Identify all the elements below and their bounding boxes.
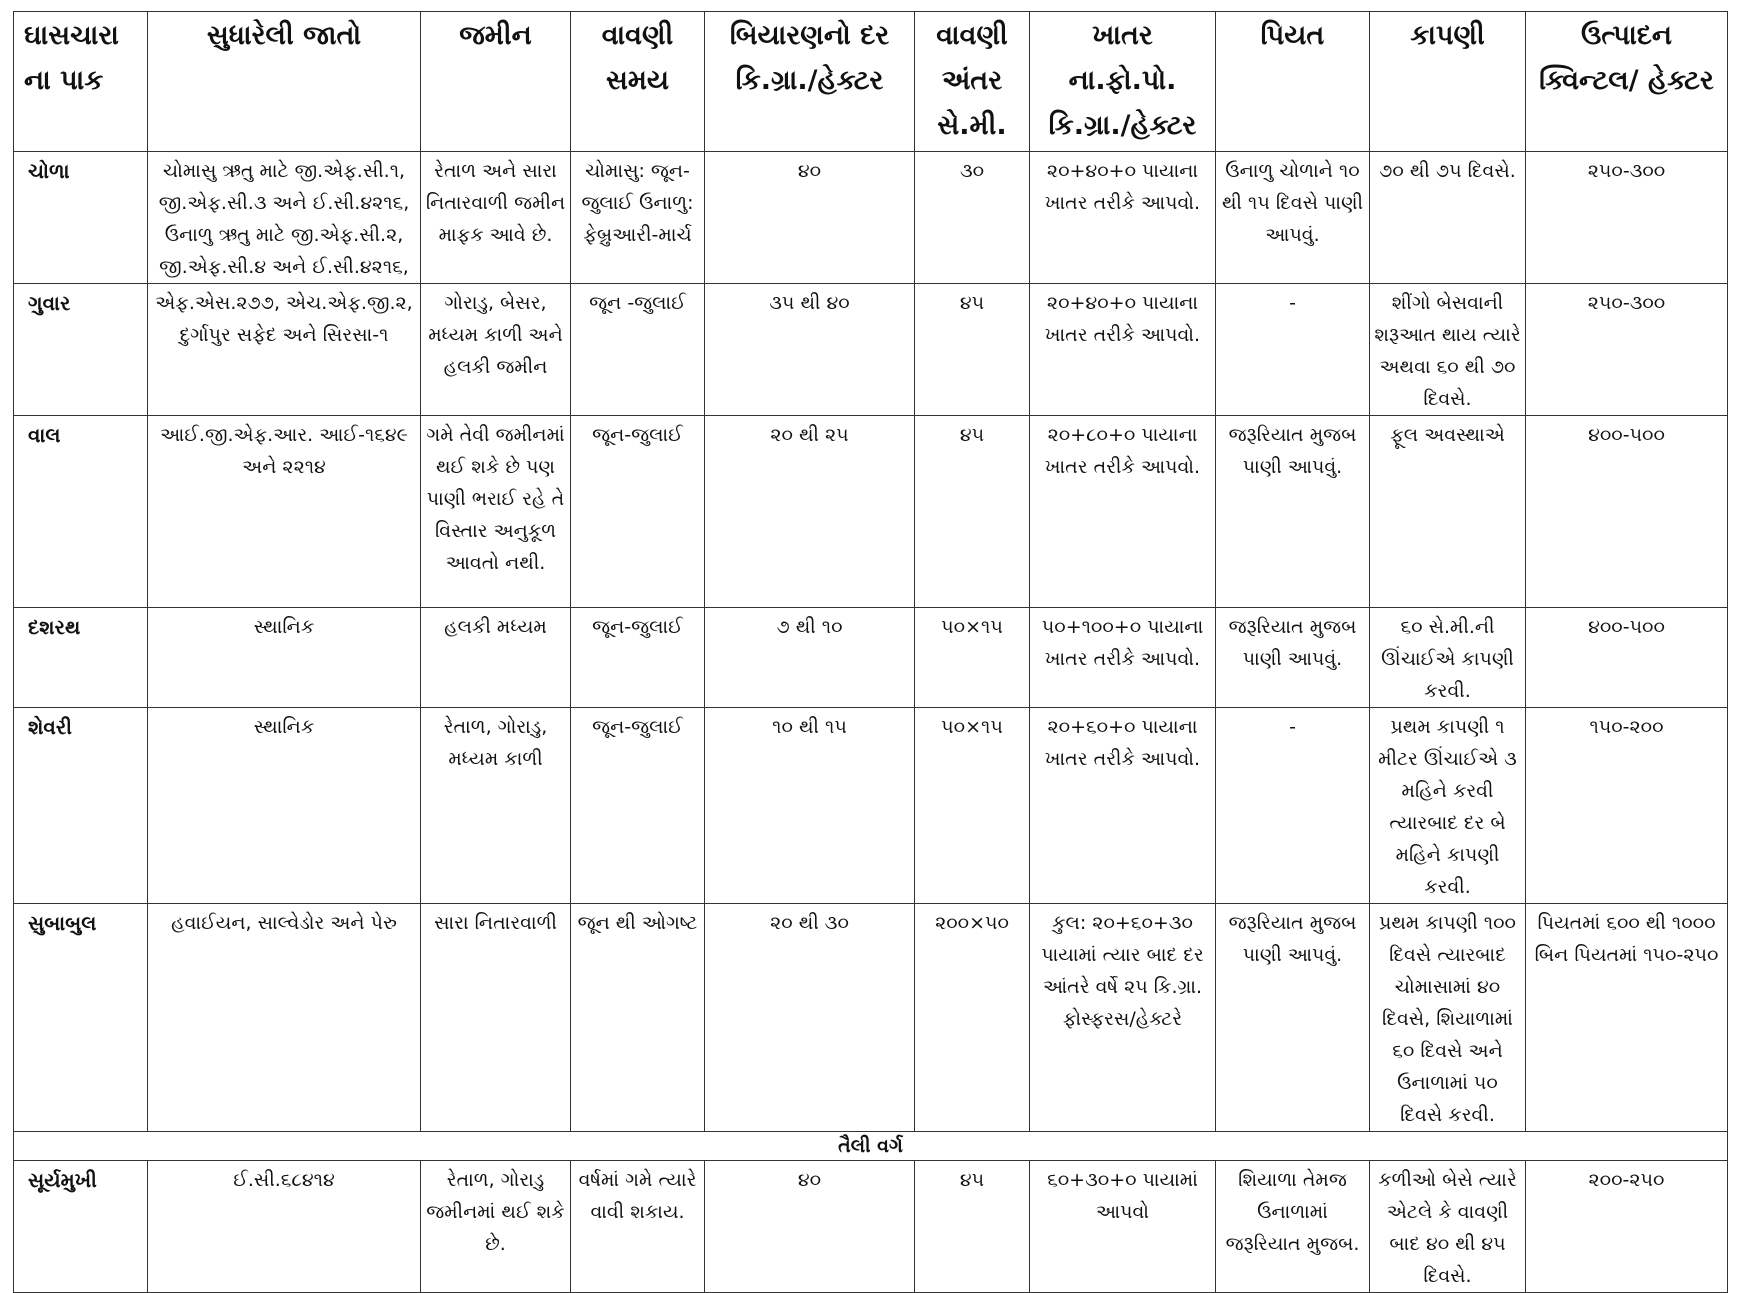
group-header-row — [14, 1132, 1728, 1161]
cell-yield: ૨૫૦-૩૦૦ — [1526, 284, 1728, 416]
cell-fertilizer: કુલ: ૨૦+૬૦+૩૦ પાયામાં ત્યાર બાદ દર આંતરે વર્ષે ૨૫ કિ.ગ્રા. ફોસ્ફરસ/હેક્ટરે — [1030, 904, 1216, 1132]
cell-spacing: ૪૫ — [915, 416, 1030, 608]
cell-varieties: સ્થાનિક — [148, 708, 421, 904]
cell-seed-rate: ૨૦ થી ૩૦ — [705, 904, 915, 1132]
table-row — [14, 416, 1728, 608]
table-row — [14, 152, 1728, 284]
cell-yield: ૪૦૦-૫૦૦ — [1526, 608, 1728, 708]
cell-yield: ૨૦૦-૨૫૦ — [1526, 1161, 1728, 1293]
cell-harvest: પ્રથમ કાપણી ૧ મીટર ઊંચાઈએ ૩ મહિને કરવી ત્યારબાદ દર બે મહિને કાપણી કરવી. — [1370, 708, 1526, 904]
cell-irrigation: જરૂરિયાત મુજબ પાણી આપવું. — [1216, 904, 1370, 1132]
cell-crop: શેવરી — [14, 708, 148, 904]
cell-irrigation: ઉનાળુ ચોળાને ૧૦ થી ૧૫ દિવસે પાણી આપવું. — [1216, 152, 1370, 284]
header-spacing: વાવણી અંતર સે.મી. — [915, 12, 1030, 152]
cell-seed-rate: ૭ થી ૧૦ — [705, 608, 915, 708]
header-row — [14, 12, 1728, 152]
header-soil: જમીન — [421, 12, 571, 152]
cell-seed-rate: ૪૦ — [705, 1161, 915, 1293]
cell-crop: ચોળા — [14, 152, 148, 284]
header-harvest: કાપણી — [1370, 12, 1526, 152]
cell-sowing-time: જૂન થી ઓગષ્ટ — [571, 904, 705, 1132]
cell-irrigation: - — [1216, 708, 1370, 904]
table-row — [14, 608, 1728, 708]
cell-fertilizer: ૨૦+૪૦+૦ પાયાના ખાતર તરીકે આપવો. — [1030, 152, 1216, 284]
cell-varieties: ઈ.સી.૬૮૪૧૪ — [148, 1161, 421, 1293]
cell-soil: સારા નિતારવાળી — [421, 904, 571, 1132]
cell-irrigation: જરૂરિયાત મુજબ પાણી આપવું. — [1216, 608, 1370, 708]
cell-crop: દશરથ — [14, 608, 148, 708]
cell-fertilizer: ૨૦+૮૦+૦ પાયાના ખાતર તરીકે આપવો. — [1030, 416, 1216, 608]
cell-harvest: શીંગો બેસવાની શરૂઆત થાય ત્યારે અથવા ૬૦ થી ૭૦ દિવસે. — [1370, 284, 1526, 416]
table-row — [14, 284, 1728, 416]
cell-soil: રેતાળ અને સારા નિતારવાળી જમીન માફક આવે છે. — [421, 152, 571, 284]
cell-spacing: ૫૦×૧૫ — [915, 708, 1030, 904]
cell-fertilizer: ૨૦+૬૦+૦ પાયાના ખાતર તરીકે આપવો. — [1030, 708, 1216, 904]
header-irrigation: પિયત — [1216, 12, 1370, 152]
cell-varieties: એફ.એસ.૨૭૭, એચ.એફ.જી.૨, દુર્ગાપુર સફેદ અને સિરસા-૧ — [148, 284, 421, 416]
cell-soil: રેતાળ, ગોરાડુ, મધ્યમ કાળી — [421, 708, 571, 904]
header-sowing-time: વાવણી સમય — [571, 12, 705, 152]
cell-crop: ગુવાર — [14, 284, 148, 416]
fodder-crops-table — [13, 11, 1728, 1293]
cell-seed-rate: ૩૫ થી ૪૦ — [705, 284, 915, 416]
header-fertilizer: ખાતર ના.ફો.પો. કિ.ગ્રા./હેક્ટર — [1030, 12, 1216, 152]
cell-spacing: ૪૫ — [915, 1161, 1030, 1293]
cell-yield: ૧૫૦-૨૦૦ — [1526, 708, 1728, 904]
cell-crop: સુબાબુલ — [14, 904, 148, 1132]
cell-irrigation: જરૂરિયાત મુજબ પાણી આપવું. — [1216, 416, 1370, 608]
cell-sowing-time: જૂન -જુલાઈ — [571, 284, 705, 416]
cell-seed-rate: ૪૦ — [705, 152, 915, 284]
table-row — [14, 708, 1728, 904]
cell-harvest: ૬૦ સે.મી.ની ઊંચાઈએ કાપણી કરવી. — [1370, 608, 1526, 708]
table-row — [14, 1161, 1728, 1293]
cell-sowing-time: ચોમાસુ: જૂન-જુલાઈ ઉનાળુ: ફેબ્રુઆરી-માર્ચ — [571, 152, 705, 284]
cell-crop: વાલ — [14, 416, 148, 608]
cell-varieties: આઈ.જી.એફ.આર. આઈ-૧૬૪૯ અને ૨૨૧૪ — [148, 416, 421, 608]
cell-sowing-time: જૂન-જુલાઈ — [571, 708, 705, 904]
cell-soil: હલકી મધ્યમ — [421, 608, 571, 708]
cell-yield: ૪૦૦-૫૦૦ — [1526, 416, 1728, 608]
cell-spacing: ૫૦×૧૫ — [915, 608, 1030, 708]
cell-fertilizer: ૬૦+૩૦+૦ પાયામાં આપવો — [1030, 1161, 1216, 1293]
header-seed-rate: બિયારણનો દર કિ.ગ્રા./હેક્ટર — [705, 12, 915, 152]
cell-harvest: પ્રથમ કાપણી ૧૦૦ દિવસે ત્યારબાદ ચોમાસામાં ૪૦ દિવસે, શિયાળામાં ૬૦ દિવસે અને ઉનાળામાં ૫૦ દિવસે કરવી. — [1370, 904, 1526, 1132]
cell-sowing-time: જૂન-જુલાઈ — [571, 416, 705, 608]
cell-spacing: ૪૫ — [915, 284, 1030, 416]
cell-seed-rate: ૨૦ થી ૨૫ — [705, 416, 915, 608]
cell-sowing-time: જૂન-જુલાઈ — [571, 608, 705, 708]
cell-yield: ૨૫૦-૩૦૦ — [1526, 152, 1728, 284]
cell-crop: સૂર્યમુખી — [14, 1161, 148, 1293]
cell-fertilizer: ૫૦+૧૦૦+૦ પાયાના ખાતર તરીકે આપવો. — [1030, 608, 1216, 708]
header-crop: ઘાસચારાના પાક — [14, 12, 148, 152]
header-yield: ઉત્પાદન ક્વિન્ટલ/ હેક્ટર — [1526, 12, 1728, 152]
cell-seed-rate: ૧૦ થી ૧૫ — [705, 708, 915, 904]
cell-varieties: સ્થાનિક — [148, 608, 421, 708]
cell-harvest: ૭૦ થી ૭૫ દિવસે. — [1370, 152, 1526, 284]
cell-spacing: ૩૦ — [915, 152, 1030, 284]
cell-soil: રેતાળ, ગોરાડુ જમીનમાં થઈ શકે છે. — [421, 1161, 571, 1293]
cell-soil: ગોરાડુ, બેસર, મધ્યમ કાળી અને હલકી જમીન — [421, 284, 571, 416]
cell-fertilizer: ૨૦+૪૦+૦ પાયાના ખાતર તરીકે આપવો. — [1030, 284, 1216, 416]
cell-varieties: હવાઈયન, સાલ્વેડોર અને પેરુ — [148, 904, 421, 1132]
cell-irrigation: - — [1216, 284, 1370, 416]
cell-sowing-time: વર્ષમાં ગમે ત્યારે વાવી શકાય. — [571, 1161, 705, 1293]
cell-harvest: કળીઓ બેસે ત્યારે એટલે કે વાવણી બાદ ૪૦ થી ૪૫ દિવસે. — [1370, 1161, 1526, 1293]
header-varieties: સુધારેલી જાતો — [148, 12, 421, 152]
cell-soil: ગમે તેવી જમીનમાં થઈ શકે છે પણ પાણી ભરાઈ રહે તે વિસ્તાર અનુકૂળ આવતો નથી. — [421, 416, 571, 608]
table-row — [14, 904, 1728, 1132]
cell-irrigation: શિયાળા તેમજ ઉનાળામાં જરૂરિયાત મુજબ. — [1216, 1161, 1370, 1293]
group-label-oilseeds: તૈલી વર્ગ — [14, 1132, 1728, 1161]
cell-harvest: ફૂલ અવસ્થાએ — [1370, 416, 1526, 608]
cell-varieties: ચોમાસુ ઋતુ માટે જી.એફ.સી.૧, જી.એફ.સી.૩ અને ઈ.સી.૪૨૧૬, ઉનાળુ ઋતુ માટે જી.એફ.સી.૨, જી.એફ.સી.૪ અને ઈ.સી.૪૨૧૬, — [148, 152, 421, 284]
cell-spacing: ૨૦૦×૫૦ — [915, 904, 1030, 1132]
cell-yield: પિયતમાં ૬૦૦ થી ૧૦૦૦ બિન પિયતમાં ૧૫૦-૨૫૦ — [1526, 904, 1728, 1132]
